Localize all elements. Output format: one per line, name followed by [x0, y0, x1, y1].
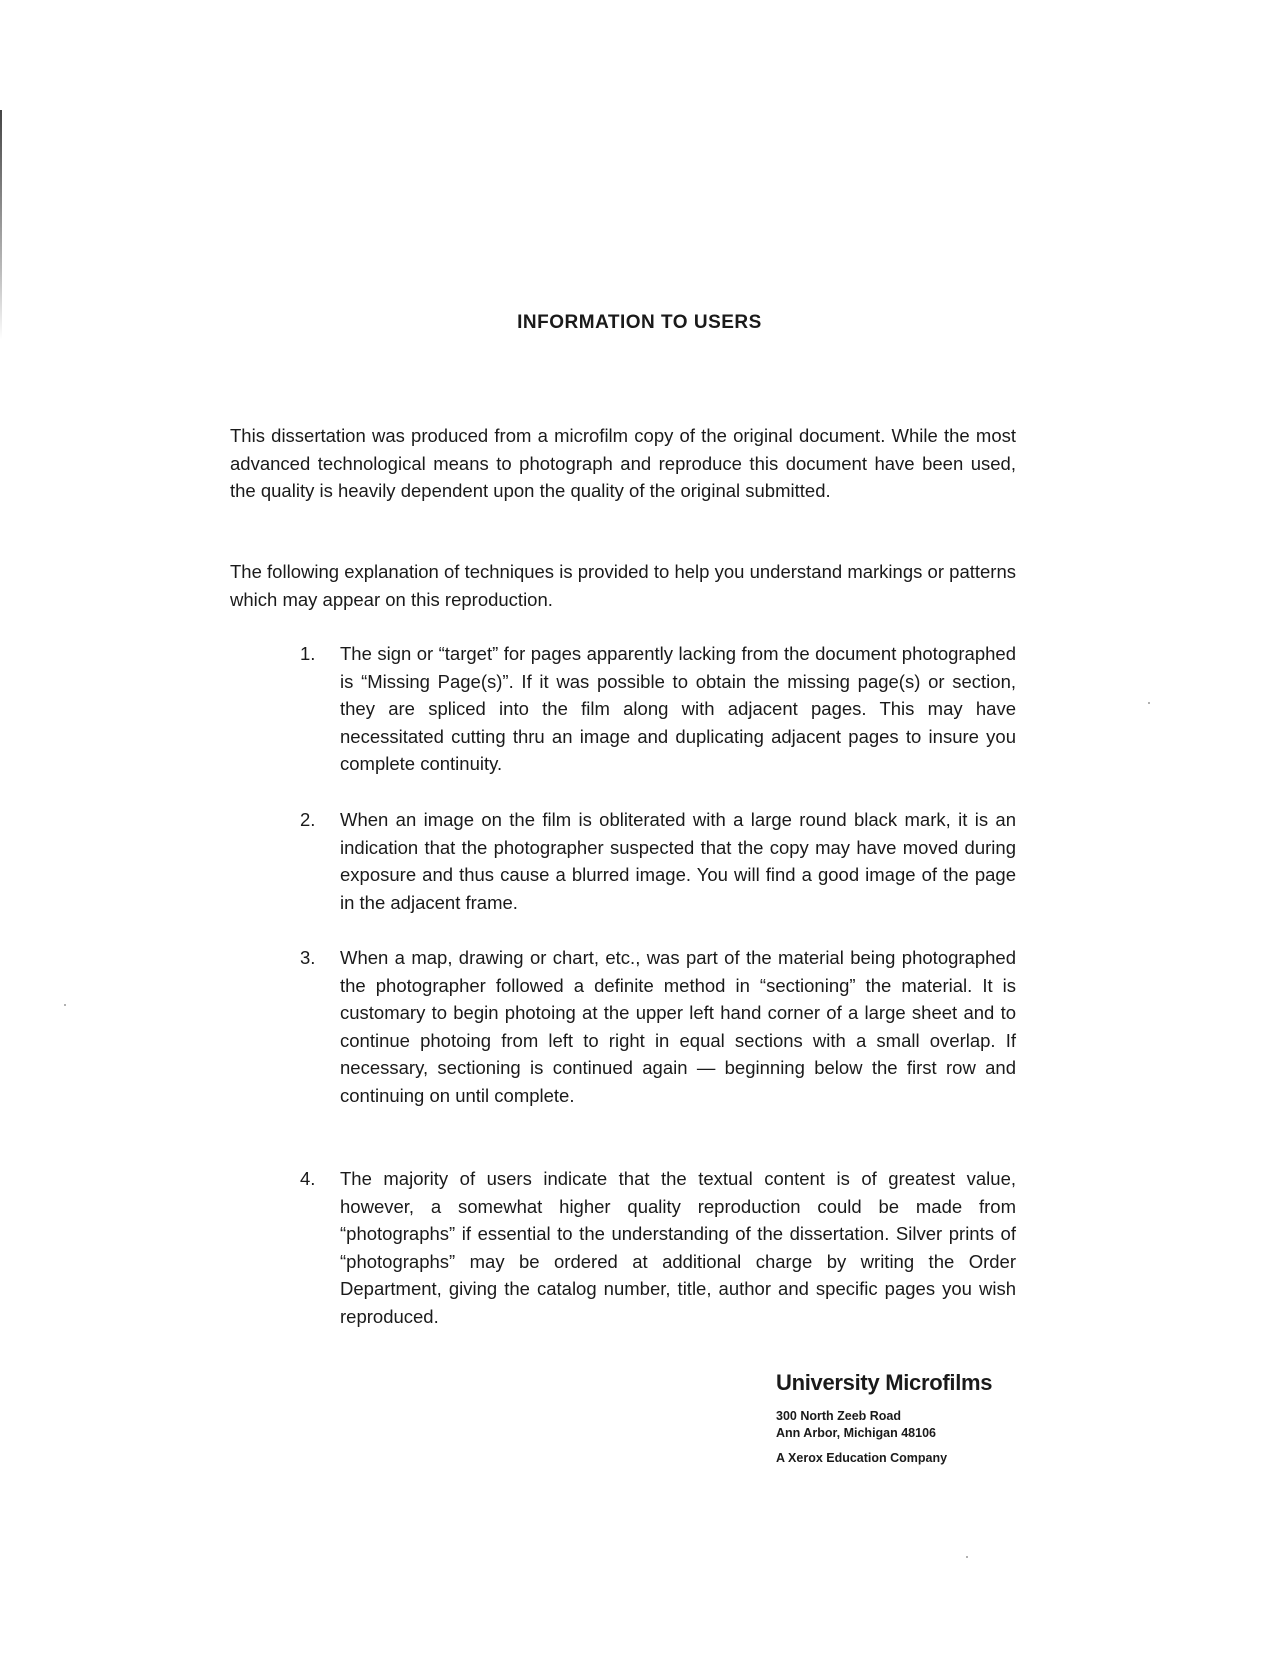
scan-speck [1148, 702, 1150, 704]
publisher-address-line: Ann Arbor, Michigan 48106 [776, 1426, 936, 1440]
publisher-block [776, 1370, 1076, 1465]
list-item-number: 4. [300, 1168, 316, 1189]
intro-paragraph: The following explanation of techniques is provided to help you understand markings or patterns which may appear on this reproduction. [230, 561, 1016, 610]
publisher-address-line: 300 North Zeeb Road [776, 1409, 902, 1423]
list-item-number: 1. [300, 643, 316, 664]
list-item-text: When a map, drawing or chart, etc., was part of the material being photographed the photographer followed a definite method in “sectioning” the material. It is customary to begin photoing at the upper left hand corner of a large sheet and to continue photoing from left to right in equal sections with a small overlap. If necessary, sectioning is continued again — beginning below the first row and continuing on until complete. [340, 947, 1016, 1106]
publisher-company: A Xerox Education Company [776, 1451, 948, 1465]
scan-speck [64, 1004, 66, 1006]
scan-speck [966, 1556, 968, 1558]
list-item-text: When an image on the film is obliterated with a large round black mark, it is an indication that the photographer suspected that the copy may have moved during exposure and thus cause a blurred image. You will find a good image of the page in the adjacent frame. [340, 809, 1016, 913]
list-item-number: 2. [300, 809, 316, 830]
intro-paragraph: This dissertation was produced from a microfilm copy of the original document. While the most advanced technological means to photograph and reproduce this document have been used, the quality is heavily dependent upon the quality of the original submitted. [230, 425, 1016, 501]
publisher-name: University Microfilms [776, 1370, 993, 1395]
list-item-number: 3. [300, 947, 316, 968]
page-title: INFORMATION TO USERS [517, 312, 762, 333]
list-item-text: The majority of users indicate that the textual content is of greatest value, however, a somewhat higher quality reproduction could be made from “photographs” if essential to the understanding of the dissertation. Silver prints of “photographs” may be ordered at additional charge by writing the Order Department, giving the catalog number, title, author and specific pages you wish reproduced. [340, 1168, 1016, 1327]
list-item-text: The sign or “target” for pages apparently lacking from the document photographed is “Missing Page(s)”. If it was possible to obtain the missing page(s) or section, they are spliced into the film along with adjacent pages. This may have necessitated cutting thru an image and duplicating adjacent pages to insure you complete continuity. [340, 643, 1016, 774]
scan-edge-artifact [0, 110, 2, 340]
